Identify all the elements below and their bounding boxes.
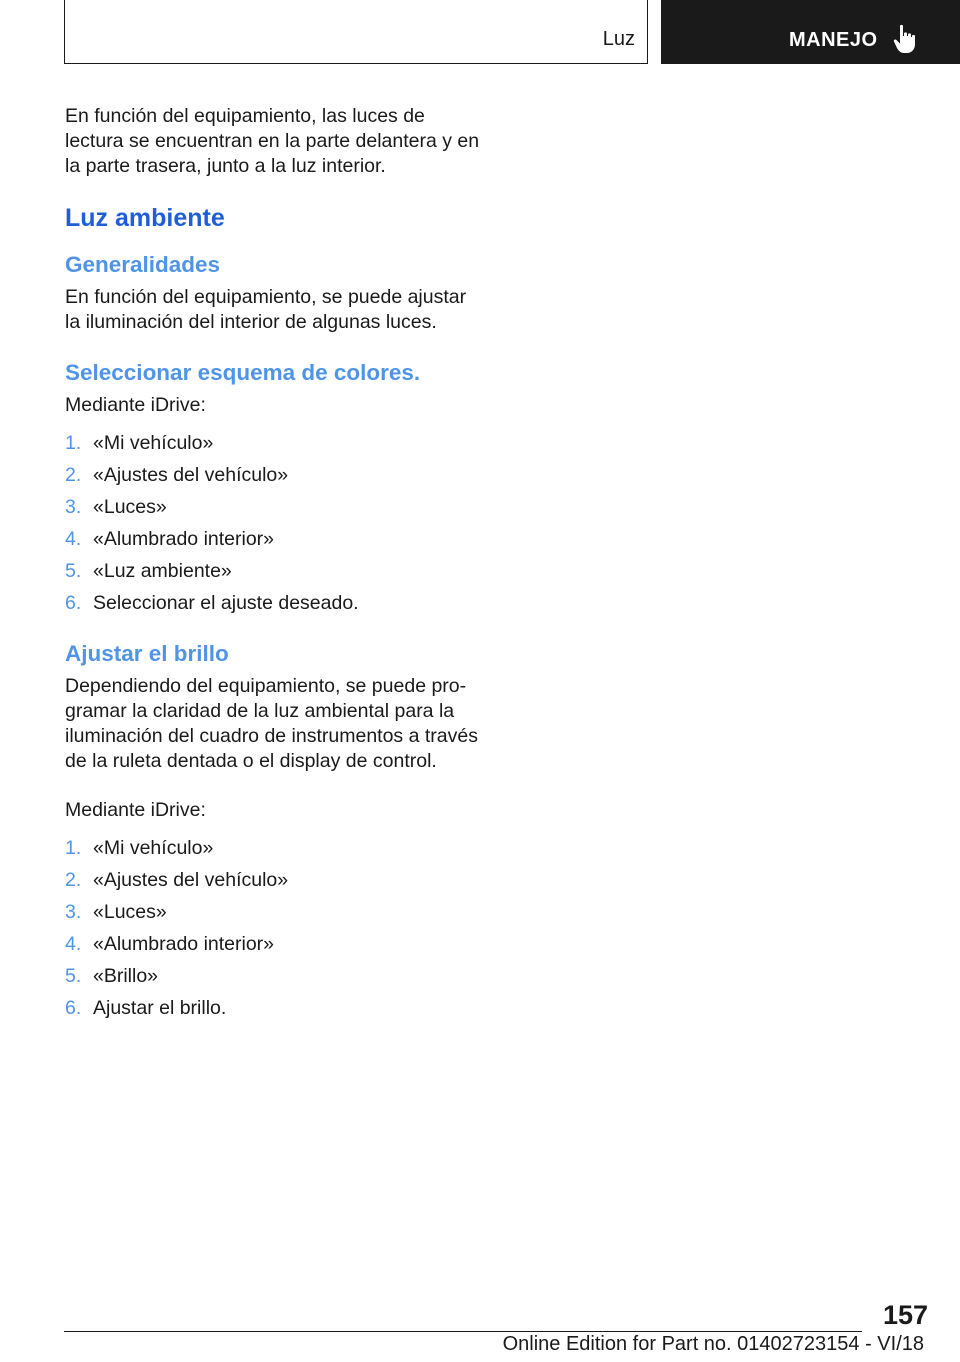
brillo-steps-list xyxy=(65,836,485,1021)
list-item xyxy=(65,527,485,552)
step-number: 6. xyxy=(65,592,82,614)
list-item xyxy=(65,900,485,925)
step-number: 3. xyxy=(65,901,82,923)
list-item xyxy=(65,868,485,893)
heading-ajustar-brillo: Ajustar el brillo xyxy=(65,641,229,666)
generalidades-paragraph: En función del equipamiento, se puede ajustar la iluminación del interior de algunas luces. xyxy=(65,286,467,333)
list-item xyxy=(65,559,485,584)
step-number: 3. xyxy=(65,496,82,518)
page-number: 157 xyxy=(882,1300,928,1330)
step-text: «Mi vehículo» xyxy=(93,432,214,454)
chapter-tab[interactable] xyxy=(661,0,960,64)
list-item xyxy=(65,964,485,989)
step-text: «Mi vehículo» xyxy=(93,837,214,859)
step-text: «Ajustes del vehículo» xyxy=(93,464,289,486)
step-text: Seleccionar el ajuste deseado. xyxy=(93,592,359,614)
brillo-paragraph: Dependiendo del equipamiento, se puede programar la claridad de la luz ambiental para la iluminación del cuadro de instrumentos a través de la ruleta dentada o el display de control. xyxy=(65,675,478,772)
list-item xyxy=(65,431,485,456)
step-number: 4. xyxy=(65,933,82,955)
pointing-hand-icon xyxy=(893,24,919,54)
step-text: «Alumbrado interior» xyxy=(93,528,275,550)
step-text: «Alumbrado interior» xyxy=(93,933,275,955)
list-item xyxy=(65,591,485,616)
list-item xyxy=(65,495,485,520)
heading-luz-ambiente: Luz ambiente xyxy=(65,204,225,232)
step-number: 5. xyxy=(65,965,82,987)
heading-esquema-colores: Seleccionar esquema de colores. xyxy=(65,360,421,385)
list-item xyxy=(65,836,485,861)
step-text: «Ajustes del vehículo» xyxy=(93,869,289,891)
heading-generalidades: Generalidades xyxy=(65,252,221,277)
footer-divider xyxy=(64,1331,862,1332)
step-number: 6. xyxy=(65,997,82,1019)
step-number: 5. xyxy=(65,560,82,582)
step-number: 4. xyxy=(65,528,82,550)
step-text: «Luces» xyxy=(93,901,167,923)
page-content xyxy=(65,104,485,1045)
step-text: «Luz ambiente» xyxy=(93,560,232,582)
step-text: «Luces» xyxy=(93,496,167,518)
step-number: 1. xyxy=(65,432,82,454)
esquema-steps-list xyxy=(65,431,485,616)
step-number: 2. xyxy=(65,869,82,891)
list-item xyxy=(65,463,485,488)
esquema-via-idrive: Mediante iDrive: xyxy=(65,394,206,416)
section-label: Luz xyxy=(602,28,635,50)
step-number: 2. xyxy=(65,464,82,486)
footer-edition: Online Edition for Part no. 01402723154 - VI/18 xyxy=(502,1333,924,1355)
list-item xyxy=(65,996,485,1021)
step-number: 1. xyxy=(65,837,82,859)
list-item xyxy=(65,932,485,957)
step-text: «Brillo» xyxy=(93,965,159,987)
intro-paragraph: En función del equipamiento, las luces de lectura se encuentran en la parte delantera y en la parte trasera, junto a la luz interior. xyxy=(65,105,480,177)
section-header xyxy=(64,0,648,64)
brillo-via-idrive: Mediante iDrive: xyxy=(65,799,206,821)
step-text: Ajustar el brillo. xyxy=(93,997,227,1019)
chapter-label: MANEJO xyxy=(789,29,878,51)
